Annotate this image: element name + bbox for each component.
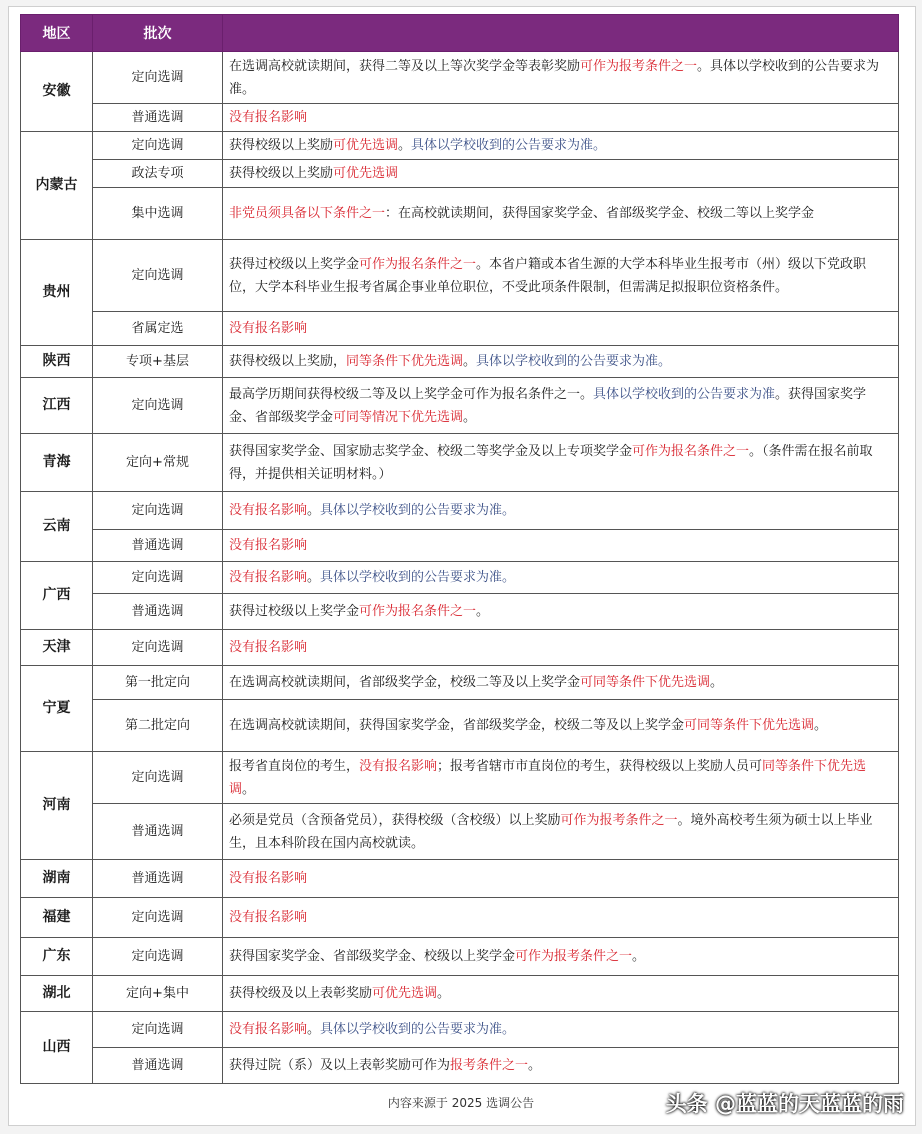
description-text-segment: 没有报名影响 xyxy=(359,758,438,774)
description-cell xyxy=(223,594,899,630)
description-column-header xyxy=(223,15,899,52)
table-row xyxy=(21,434,899,492)
region-cell: 安徽 xyxy=(21,52,93,132)
description-text-segment: 。 xyxy=(463,409,477,425)
description-cell xyxy=(223,976,899,1012)
table-row xyxy=(21,104,899,132)
table-row xyxy=(21,752,899,804)
description-cell xyxy=(223,562,899,594)
batch-cell: 定向选调 xyxy=(93,630,223,666)
description-text-segment: 。 xyxy=(476,604,490,619)
description-cell xyxy=(223,434,899,492)
description-text-segment: 获得过校级以上奖学金 xyxy=(229,256,360,272)
region-cell: 湖北 xyxy=(21,976,93,1012)
description-text-segment: 。 xyxy=(307,503,321,518)
batch-cell: 定向+常规 xyxy=(93,434,223,492)
description-cell xyxy=(223,132,899,160)
description-cell xyxy=(223,530,899,562)
description-text-segment: 必须是党员（含预备党员），获得校级（含校级）以上奖励 xyxy=(229,812,561,828)
description-text-segment: 同等条件下优先选调 xyxy=(229,758,867,797)
description-text-segment: 没有报名影响 xyxy=(229,538,308,553)
description-text-segment: 没有报名影响 xyxy=(229,910,308,925)
table-row xyxy=(21,938,899,976)
description-text-segment: 可作为报考条件之一 xyxy=(560,812,678,828)
description-cell xyxy=(223,666,899,700)
description-text-segment: 没有报名影响 xyxy=(229,1022,308,1037)
table-row xyxy=(21,312,899,346)
description-cell xyxy=(223,160,899,188)
description-text-segment: 获得校级及以上表彰奖励 xyxy=(229,986,373,1001)
description-text-segment: 具体以学校收到的公告要求为准。 xyxy=(320,503,516,518)
batch-cell: 定向选调 xyxy=(93,938,223,976)
batch-cell: 定向选调 xyxy=(93,240,223,312)
description-cell xyxy=(223,346,899,378)
description-text-segment: 。 xyxy=(307,1022,321,1037)
description-text-segment: 可作为报名条件之一 xyxy=(359,256,477,272)
batch-cell: 定向+集中 xyxy=(93,976,223,1012)
description-text-segment: 报考条件之一 xyxy=(450,1058,529,1073)
description-text-segment: 可作为报名条件之一 xyxy=(359,604,477,619)
batch-cell: 定向选调 xyxy=(93,52,223,104)
description-text-segment: 具体以学校收到的公告要求为准 xyxy=(593,386,776,402)
region-column-header: 地区 xyxy=(21,15,93,52)
description-text-segment: 。（条件需在报名前取得，并提供相关证明材料。） xyxy=(229,443,873,482)
batch-cell: 定向选调 xyxy=(93,898,223,938)
batch-cell: 定向选调 xyxy=(93,492,223,530)
description-text-segment: 。 xyxy=(528,1058,542,1073)
description-text-segment: 。 xyxy=(242,781,256,797)
region-cell: 广西 xyxy=(21,562,93,630)
description-text-segment: 可作为报考条件之一 xyxy=(580,58,698,74)
batch-cell: 集中选调 xyxy=(93,188,223,240)
batch-cell: 定向选调 xyxy=(93,1012,223,1048)
description-text-segment: 。 xyxy=(632,949,646,964)
description-cell xyxy=(223,938,899,976)
description-cell xyxy=(223,630,899,666)
selection-policy-table xyxy=(20,14,899,1084)
batch-cell: 第二批定向 xyxy=(93,700,223,752)
region-cell: 贵州 xyxy=(21,240,93,346)
table-row xyxy=(21,898,899,938)
description-text-segment: 没有报名影响 xyxy=(229,871,308,886)
description-text-segment: 没有报名影响 xyxy=(229,640,308,655)
description-text-segment: 没有报名影响 xyxy=(229,321,308,336)
description-text-segment: 可作为报考条件之一 xyxy=(515,949,633,964)
description-cell xyxy=(223,492,899,530)
batch-column-header: 批次 xyxy=(93,15,223,52)
watermark: 头条 @蓝蓝的天蓝蓝的雨 xyxy=(665,1092,904,1116)
table-row xyxy=(21,160,899,188)
description-text-segment: 。 xyxy=(463,354,477,369)
description-cell xyxy=(223,700,899,752)
batch-cell: 普通选调 xyxy=(93,860,223,898)
batch-cell: 定向选调 xyxy=(93,378,223,434)
description-text-segment: 在选调高校就读期间，获得二等及以上等次奖学金等表彰奖励 xyxy=(229,58,581,74)
region-cell: 云南 xyxy=(21,492,93,562)
table-row xyxy=(21,530,899,562)
description-cell xyxy=(223,52,899,104)
description-text-segment: 具体以学校收到的公告要求为准。 xyxy=(320,1022,516,1037)
batch-cell: 普通选调 xyxy=(93,594,223,630)
description-text-segment: 可同等条件下优先选调 xyxy=(580,675,711,690)
batch-cell: 普通选调 xyxy=(93,804,223,860)
batch-cell: 定向选调 xyxy=(93,752,223,804)
description-cell xyxy=(223,104,899,132)
source-note: 内容来源于 2025 选调公告 xyxy=(387,1096,535,1110)
description-text-segment: 可优先选调 xyxy=(372,986,438,1001)
description-text-segment: 。 xyxy=(398,138,412,153)
table-header-row xyxy=(21,15,899,52)
description-cell xyxy=(223,804,899,860)
batch-cell: 省属定选 xyxy=(93,312,223,346)
description-text-segment: 获得国家奖学金、国家励志奖学金、校级二等奖学金及以上专项奖学金 xyxy=(229,443,633,459)
description-text-segment: 。境外高校考生须为硕士以上毕业生，且本科阶段在国内高校就读。 xyxy=(229,812,873,851)
region-cell: 福建 xyxy=(21,898,93,938)
description-text-segment: 没有报名影响 xyxy=(229,503,308,518)
region-cell: 陕西 xyxy=(21,346,93,378)
description-text-segment: 可优先选调 xyxy=(333,166,399,181)
batch-cell: 专项+基层 xyxy=(93,346,223,378)
description-cell xyxy=(223,240,899,312)
description-cell xyxy=(223,188,899,240)
table-row xyxy=(21,804,899,860)
table-row xyxy=(21,594,899,630)
description-text-segment: 获得过院（系）及以上表彰奖励可作为 xyxy=(229,1058,451,1073)
batch-cell: 第一批定向 xyxy=(93,666,223,700)
region-cell: 宁夏 xyxy=(21,666,93,752)
description-text-segment: 。获得国家奖学金、省部级奖学金 xyxy=(229,386,867,425)
description-cell xyxy=(223,1012,899,1048)
region-cell: 内蒙古 xyxy=(21,132,93,240)
table-row xyxy=(21,52,899,104)
batch-cell: 定向选调 xyxy=(93,562,223,594)
description-text-segment: 非党员须具备以下条件之一 xyxy=(229,206,386,221)
table-row xyxy=(21,630,899,666)
batch-cell: 政法专项 xyxy=(93,160,223,188)
description-text-segment: 。 xyxy=(437,986,451,1001)
table-row xyxy=(21,700,899,752)
region-cell: 广东 xyxy=(21,938,93,976)
description-text-segment: 报考省直岗位的考生， xyxy=(229,758,360,774)
description-text-segment: ：在高校就读期间，获得国家奖学金、省部级奖学金、校级二等以上奖学金 xyxy=(385,206,815,221)
table-row xyxy=(21,976,899,1012)
description-text-segment: 没有报名影响 xyxy=(229,570,308,585)
table-row xyxy=(21,666,899,700)
description-text-segment: 可作为报名条件之一 xyxy=(632,443,750,459)
description-cell xyxy=(223,1048,899,1084)
table-row xyxy=(21,562,899,594)
description-text-segment: 在选调高校就读期间，省部级奖学金，校级二等及以上奖学金 xyxy=(229,675,581,690)
table-row xyxy=(21,1012,899,1048)
description-text-segment: 。 xyxy=(710,675,724,690)
table-row xyxy=(21,378,899,434)
description-text-segment: 获得校级以上奖励 xyxy=(229,166,334,181)
description-text-segment: 最高学历期间获得校级二等及以上奖学金可作为报名条件之一。 xyxy=(229,386,594,402)
batch-cell: 定向选调 xyxy=(93,132,223,160)
batch-cell: 普通选调 xyxy=(93,104,223,132)
description-text-segment: 可同等条件下优先选调 xyxy=(684,718,815,733)
description-text-segment: 同等条件下优先选调 xyxy=(346,354,464,369)
description-cell xyxy=(223,312,899,346)
region-cell: 山西 xyxy=(21,1012,93,1084)
description-text-segment: 获得校级以上奖励 xyxy=(229,138,334,153)
table-row xyxy=(21,132,899,160)
region-cell: 江西 xyxy=(21,378,93,434)
table-row xyxy=(21,492,899,530)
description-text-segment: ；报考省辖市市直岗位的考生，获得校级以上奖励人员可 xyxy=(437,758,763,774)
region-cell: 河南 xyxy=(21,752,93,860)
region-cell: 湖南 xyxy=(21,860,93,898)
table-row xyxy=(21,1048,899,1084)
description-text-segment: 具体以学校收到的公告要求为准。 xyxy=(411,138,607,153)
table-row xyxy=(21,860,899,898)
description-text-segment: 具体以学校收到的公告要求为准。 xyxy=(476,354,672,369)
description-cell xyxy=(223,898,899,938)
batch-cell: 普通选调 xyxy=(93,530,223,562)
description-text-segment: 。 xyxy=(307,570,321,585)
description-text-segment: 可同等情况下优先选调 xyxy=(333,409,464,425)
description-cell xyxy=(223,378,899,434)
description-text-segment: 可优先选调 xyxy=(333,138,399,153)
description-cell xyxy=(223,752,899,804)
description-text-segment: 获得校级以上奖励， xyxy=(229,354,347,369)
region-cell: 青海 xyxy=(21,434,93,492)
description-text-segment: 。 xyxy=(814,718,828,733)
table-row xyxy=(21,188,899,240)
table-row xyxy=(21,346,899,378)
batch-cell: 普通选调 xyxy=(93,1048,223,1084)
region-cell: 天津 xyxy=(21,630,93,666)
description-text-segment: 获得国家奖学金、省部级奖学金、校级以上奖学金 xyxy=(229,949,516,964)
description-text-segment: 。本省户籍或本省生源的大学本科毕业生报考市（州）级以下党政职位，大学本科毕业生报考省属企事业单位职位，不受此项条件限制，但需满足拟报职位资格条件。 xyxy=(229,256,867,295)
description-text-segment: 没有报名影响 xyxy=(229,110,308,125)
description-text-segment: 获得过校级以上奖学金 xyxy=(229,604,360,619)
table-row xyxy=(21,240,899,312)
description-text-segment: 。具体以学校收到的公告要求为准。 xyxy=(229,58,880,97)
description-cell xyxy=(223,860,899,898)
description-text-segment: 在选调高校就读期间，获得国家奖学金，省部级奖学金，校级二等及以上奖学金 xyxy=(229,718,685,733)
description-text-segment: 具体以学校收到的公告要求为准。 xyxy=(320,570,516,585)
